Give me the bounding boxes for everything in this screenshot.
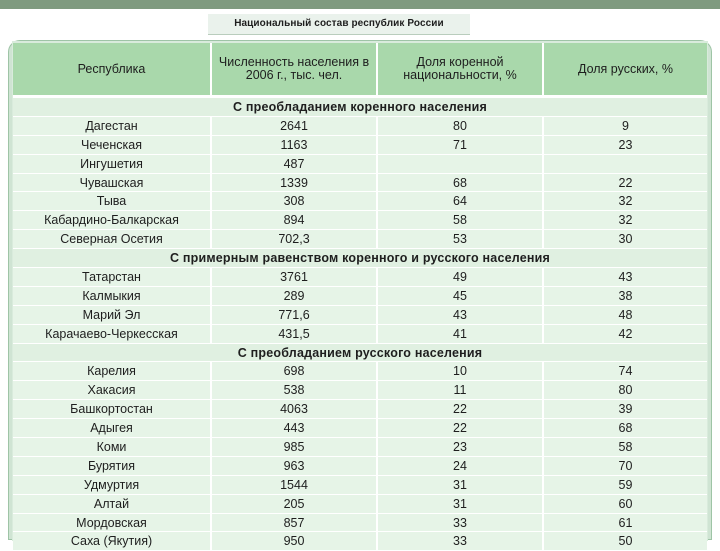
cell-native-share: 49 [377,268,543,287]
cell-native-share: 22 [377,419,543,438]
cell-russian-share: 59 [543,475,707,494]
section-row [13,97,707,117]
table-row [13,324,707,343]
cell-russian-share [543,154,707,173]
section-row [13,249,707,268]
cell-native-share: 43 [377,305,543,324]
page-title: Национальный состав республик России [208,14,470,35]
cell-russian-share: 23 [543,135,707,154]
section-title: С примерным равенством коренного и русского населения [13,249,707,268]
cell-population: 308 [211,192,377,211]
table-row [13,192,707,211]
table-row [13,305,707,324]
table-row [13,211,707,230]
cell-population: 857 [211,513,377,532]
cell-russian-share: 39 [543,400,707,419]
cell-republic: Саха (Якутия) [13,532,211,551]
cell-native-share: 33 [377,532,543,551]
table-row [13,135,707,154]
table-row [13,513,707,532]
cell-russian-share: 60 [543,494,707,513]
table-row [13,230,707,249]
cell-population: 2641 [211,116,377,135]
cell-russian-share: 48 [543,305,707,324]
cell-republic: Кабардино-Балкарская [13,211,211,230]
table-frame [8,40,712,549]
section-title: С преобладанием русского населения [13,343,707,362]
cell-population: 538 [211,381,377,400]
cell-republic: Бурятия [13,456,211,475]
header-russian-share: Доля русских, % [543,43,707,97]
cell-republic: Татарстан [13,268,211,287]
cell-russian-share: 43 [543,268,707,287]
cell-republic: Калмыкия [13,286,211,305]
cell-population: 963 [211,456,377,475]
cell-population: 3761 [211,268,377,287]
table-row [13,419,707,438]
header-republic: Республика [13,43,211,97]
cell-republic: Чувашская [13,173,211,192]
cell-republic: Алтай [13,494,211,513]
cell-native-share: 33 [377,513,543,532]
cell-russian-share: 9 [543,116,707,135]
cell-republic: Мордовская [13,513,211,532]
cell-population: 4063 [211,400,377,419]
table-row [13,286,707,305]
population-table [13,43,707,551]
cell-population: 1339 [211,173,377,192]
cell-population: 985 [211,438,377,457]
cell-native-share: 64 [377,192,543,211]
cell-population: 431,5 [211,324,377,343]
table-row [13,362,707,381]
cell-population: 771,6 [211,305,377,324]
table-body [13,97,707,551]
cell-republic: Северная Осетия [13,230,211,249]
cell-russian-share: 32 [543,192,707,211]
cell-native-share: 22 [377,400,543,419]
table-row [13,456,707,475]
cell-republic: Хакасия [13,381,211,400]
cell-republic: Марий Эл [13,305,211,324]
cell-native-share: 31 [377,475,543,494]
header-native-share: Доля коренной национальности, % [377,43,543,97]
table-row [13,532,707,551]
cell-native-share: 71 [377,135,543,154]
cell-native-share: 23 [377,438,543,457]
cell-republic: Коми [13,438,211,457]
cell-population: 1163 [211,135,377,154]
cell-russian-share: 30 [543,230,707,249]
cell-republic: Адыгея [13,419,211,438]
cell-population: 487 [211,154,377,173]
cell-republic: Чеченская [13,135,211,154]
cell-native-share: 11 [377,381,543,400]
cell-native-share: 53 [377,230,543,249]
table-row [13,381,707,400]
cell-republic: Тыва [13,192,211,211]
cell-republic: Карелия [13,362,211,381]
cell-republic: Башкортостан [13,400,211,419]
top-bar [0,0,720,9]
cell-native-share: 10 [377,362,543,381]
cell-population: 443 [211,419,377,438]
cell-native-share: 80 [377,116,543,135]
cell-native-share: 41 [377,324,543,343]
cell-republic: Удмуртия [13,475,211,494]
cell-russian-share: 32 [543,211,707,230]
cell-population: 205 [211,494,377,513]
cell-population: 950 [211,532,377,551]
table-row [13,154,707,173]
cell-republic: Дагестан [13,116,211,135]
table-row [13,268,707,287]
cell-native-share: 68 [377,173,543,192]
cell-russian-share: 61 [543,513,707,532]
cell-population: 894 [211,211,377,230]
table-row [13,400,707,419]
header-population: Численность населения в 2006 г., тыс. чел. [211,43,377,97]
cell-russian-share: 68 [543,419,707,438]
cell-russian-share: 74 [543,362,707,381]
cell-native-share: 58 [377,211,543,230]
cell-russian-share: 22 [543,173,707,192]
cell-republic: Ингушетия [13,154,211,173]
cell-native-share: 45 [377,286,543,305]
cell-russian-share: 58 [543,438,707,457]
table-row [13,438,707,457]
cell-russian-share: 50 [543,532,707,551]
table-row [13,475,707,494]
cell-russian-share: 80 [543,381,707,400]
cell-population: 1544 [211,475,377,494]
cell-population: 702,3 [211,230,377,249]
cell-republic: Карачаево-Черкесская [13,324,211,343]
cell-population: 698 [211,362,377,381]
cell-native-share: 31 [377,494,543,513]
cell-russian-share: 70 [543,456,707,475]
cell-native-share [377,154,543,173]
cell-native-share: 24 [377,456,543,475]
table-row [13,173,707,192]
section-title: С преобладанием коренного населения [13,97,707,117]
section-row [13,343,707,362]
table-row [13,494,707,513]
table-row [13,116,707,135]
cell-population: 289 [211,286,377,305]
table-header-row [13,43,707,97]
cell-russian-share: 42 [543,324,707,343]
cell-russian-share: 38 [543,286,707,305]
